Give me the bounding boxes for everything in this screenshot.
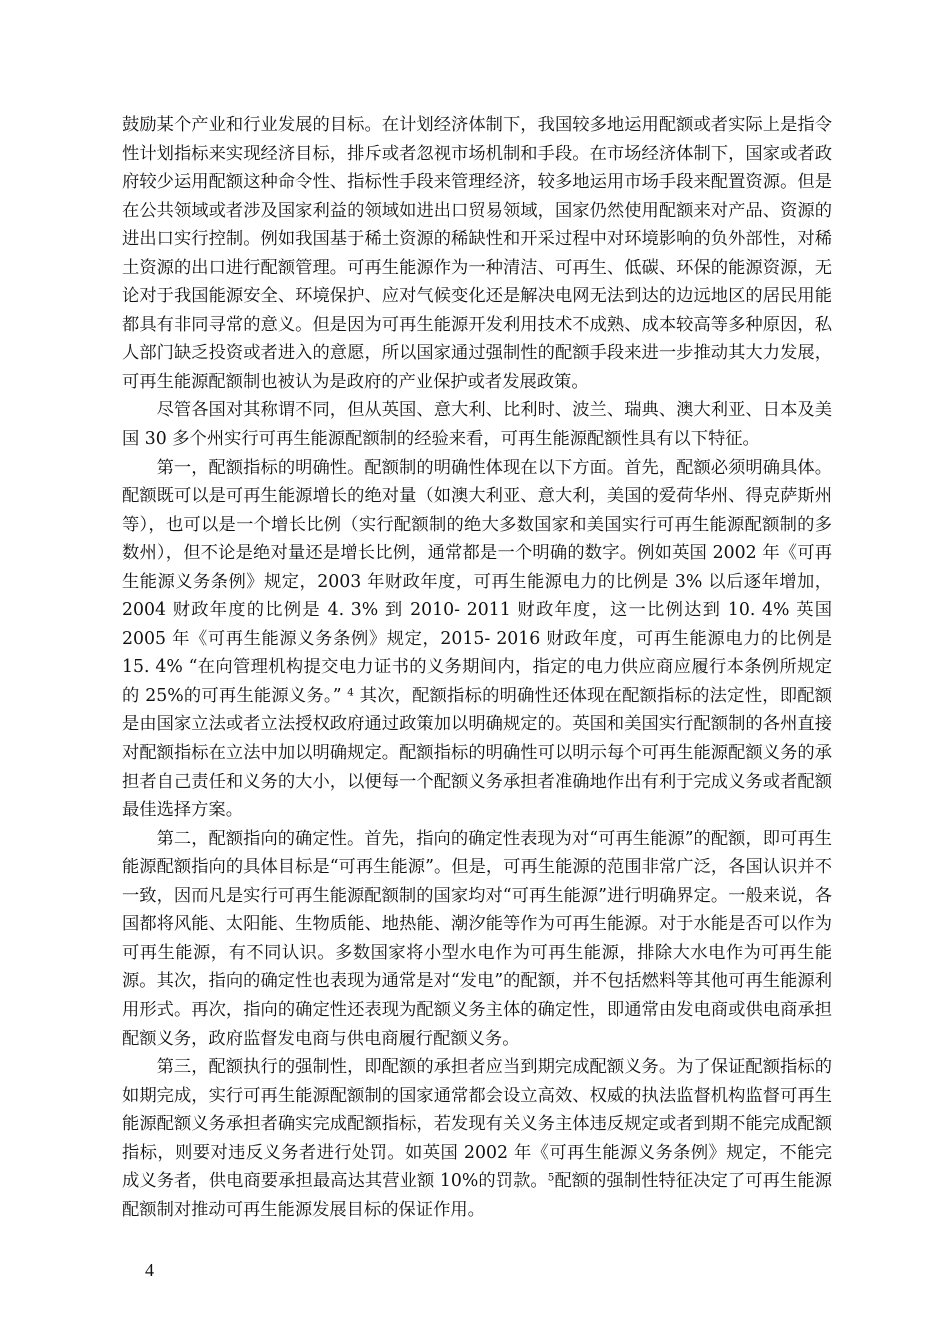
paragraph-text: 第一，配额指标的明确性。配额制的明确性体现在以下方面。首先，配额必须明确具体。配额既可以是可再生能源增长的绝对量（如澳大利亚、意大利，美国的爱荷华州、得克萨斯州等），也可以是一个增长比例（实行配额制的绝大多数国家和美国实行可再生能源配额制的多数州），但不论是绝对量还是增长比例，通常都是一个明确的数字。例如英国 2002 年《可再生能源义务条例》规定，2003 年财政年度，可再生能源电力的比例是 3% 以后逐年增加，2004 财政年度的比例是 4. 3% 到 2010- 2011 财政年度，这一比例达到 10. 4% 英国 2005 年《可再生能源义务条例》规定，2015- 2016 财政年度，可再生能源电力的比例是 15. 4% “在向管理机构提交电力证书的义务期间内，指定的电力供应商应履行本条例所规定的 25%的可再生能源义务。”: [122, 457, 832, 706]
paragraph-text: 第二，配额指向的确定性。首先，指向的确定性表现为对“可再生能源”的配额，即可再生能源配额指向的具体目标是“可再生能源”。但是，可再生能源的范围非常广泛，各国认识并不一致，因而凡是实行可再生能源配额制的国家均对“可再生能源”进行明确界定。一般来说，各国都将风能、太阳能、生物质能、地热能、潮汐能等作为可再生能源。对于水能是否可以作为可再生能源，有不同认识。多数国家将小型水电作为可再生能源，排除大水电作为可再生能源。其次，指向的确定性也表现为通常是对“发电”的配额，并不包括燃料等其他可再生能源利用形式。再次，指向的确定性还表现为配额义务主体的确定性，即通常由发电商或供电商承担配额义务，政府监督发电商与供电商履行配额义务。: [122, 828, 832, 1049]
footnote-marker: 4: [347, 686, 354, 699]
body-text: [122, 111, 832, 1224]
paragraph-text: 第三，配额执行的强制性，即配额的承担者应当到期完成配额义务。为了保证配额指标的如期完成，实行可再生能源配额制的国家通常都会设立高效、权威的执法监督机构监督可再生能源配额义务承担者确实完成配额指标，若发现有关义务主体违反规定或者到期不能完成配额指标，则要对违反义务者进行处罚。如英国 2002 年《可再生能源义务条例》规定，不能完成义务者，供电商要承担最高达其营业额 10%的罚款。: [122, 1057, 832, 1192]
paragraph-text-continued: 配额的强制性特征决定了可再生能源配额制对推动可再生能源发展目标的保证作用。: [122, 1171, 832, 1220]
paragraph-text: 鼓励某个产业和行业发展的目标。在计划经济体制下，我国较多地运用配额或者实际上是指令性计划指标来实现经济目标，排斥或者忽视市场机制和手段。在市场经济体制下，国家或者政府较少运用配额这种命令性、指标性手段来管理经济，较多地运用市场手段来配置资源。但是在公共领域或者涉及国家利益的领域如进出口贸易领域，国家仍然使用配额来对产品、资源的进出口实行控制。例如我国基于稀土资源的稀缺性和开采过程中对环境影响的负外部性，对稀土资源的出口进行配额管理。可再生能源作为一种清洁、可再生、低碳、环保的能源资源，无论对于我国能源安全、环境保护、应对气候变化还是解决电网无法到达的边远地区的居民用能都具有非同寻常的意义。但是因为可再生能源开发利用技术不成熟、成本较高等多种原因，私人部门缺乏投资或者进入的意愿，所以国家通过强制性的配额手段来进一步推动其大力发展，可再生能源配额制也被认为是政府的产业保护或者发展政策。: [122, 115, 832, 392]
paragraph-4: [122, 825, 832, 1053]
paragraph-2: [122, 396, 832, 453]
paragraph-text: 尽管各国对其称谓不同，但从英国、意大利、比利时、波兰、瑞典、澳大利亚、日本及美国 30 多个州实行可再生能源配额制的经验来看，可再生能源配额性具有以下特征。: [122, 400, 832, 450]
paragraph-text-continued: 其次，配额指标的明确性还体现在配额指标的法定性，即配额是由国家立法或者立法授权政府通过政策加以明确规定的。英国和美国实行配额制的各州直接对配额指标在立法中加以明确规定。配额指标的明确性可以明示每个可再生能源配额义务的承担者自己责任和义务的大小，以便每一个配额义务承担者准确地作出有利于完成义务或者配额最佳选择方案。: [122, 685, 832, 821]
paragraph-1: [122, 111, 832, 396]
page-number: 4: [145, 1260, 154, 1280]
footnote-marker: 5: [547, 1171, 555, 1184]
paragraph-3: [122, 454, 832, 825]
paragraph-5: [122, 1053, 832, 1224]
